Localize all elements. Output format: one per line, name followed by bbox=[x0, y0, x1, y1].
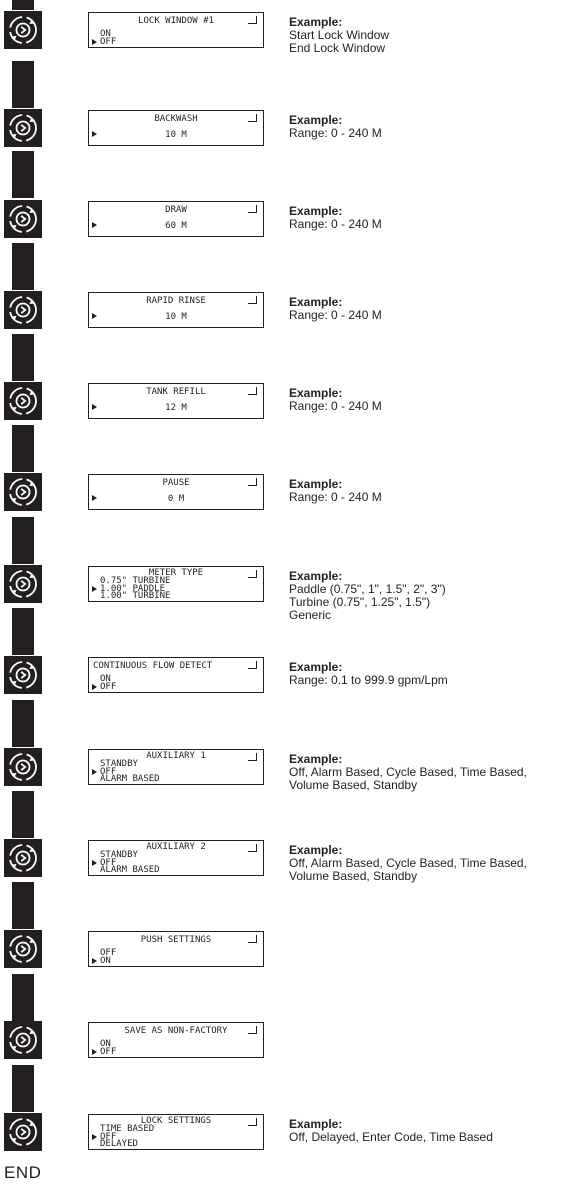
example-line: Turbine (0.75", 1.25", 1.5") bbox=[289, 595, 431, 609]
selector-arrow-icon bbox=[92, 313, 97, 319]
lcd-title: BACKWASH bbox=[154, 114, 198, 124]
lcd-option: OFF bbox=[100, 36, 117, 47]
return-icon bbox=[251, 570, 257, 578]
advance-button[interactable] bbox=[4, 200, 42, 238]
example-line: Range: 0 - 240 M bbox=[289, 399, 382, 413]
lcd-option: OFF bbox=[100, 857, 117, 868]
example-note bbox=[289, 753, 527, 792]
advance-button[interactable] bbox=[4, 839, 42, 877]
return-icon bbox=[251, 478, 257, 486]
lcd-option: OFF bbox=[100, 948, 117, 958]
lcd-option: ON bbox=[100, 955, 111, 966]
lcd-title: PAUSE bbox=[162, 478, 190, 488]
lcd-display bbox=[88, 566, 264, 602]
connector-bar bbox=[12, 700, 34, 747]
example-note bbox=[289, 1118, 493, 1144]
return-icon bbox=[251, 296, 257, 304]
end-label: END bbox=[4, 1163, 42, 1182]
example-note bbox=[289, 661, 448, 687]
selector-arrow-icon bbox=[92, 1049, 97, 1055]
lcd-title: AUXILIARY 2 bbox=[146, 842, 206, 852]
connector-bar bbox=[12, 791, 34, 838]
example-heading: Example: bbox=[289, 386, 343, 400]
example-heading: Example: bbox=[289, 569, 343, 583]
lcd-option: OFF bbox=[100, 1046, 117, 1057]
lcd-title: TANK REFILL bbox=[146, 387, 206, 397]
connector-bar bbox=[12, 1065, 34, 1112]
example-line: Range: 0.1 to 999.9 gpm/Lpm bbox=[289, 673, 448, 687]
connector-bar bbox=[12, 334, 34, 381]
return-icon bbox=[251, 1026, 257, 1034]
lcd-option: ALARM BASED bbox=[100, 774, 160, 784]
lcd-title: RAPID RINSE bbox=[146, 296, 206, 306]
lcd-title: LOCK SETTINGS bbox=[140, 1116, 212, 1126]
lcd-option: ON bbox=[100, 29, 111, 39]
lcd-title: SAVE AS NON-FACTORY bbox=[124, 1026, 228, 1036]
example-line: Start Lock Window bbox=[289, 28, 390, 42]
connector-bar bbox=[12, 974, 34, 1021]
lcd-value: 60 M bbox=[165, 221, 187, 231]
lcd-value: 12 M bbox=[165, 403, 187, 413]
connector-bar bbox=[12, 0, 34, 10]
return-icon bbox=[251, 205, 257, 213]
selector-arrow-icon bbox=[92, 1134, 97, 1140]
advance-button[interactable] bbox=[4, 565, 42, 603]
example-line: End Lock Window bbox=[289, 41, 386, 55]
return-icon bbox=[251, 935, 257, 943]
advance-button[interactable] bbox=[4, 656, 42, 694]
lcd-title: PUSH SETTINGS bbox=[140, 935, 212, 945]
lcd-display bbox=[88, 749, 264, 785]
example-heading: Example: bbox=[289, 477, 343, 491]
advance-button[interactable] bbox=[4, 1021, 42, 1059]
selector-arrow-icon bbox=[92, 860, 97, 866]
advance-button[interactable] bbox=[4, 473, 42, 511]
example-note bbox=[289, 114, 382, 140]
example-line: Range: 0 - 240 M bbox=[289, 217, 382, 231]
connector-bar bbox=[12, 882, 34, 929]
example-heading: Example: bbox=[289, 660, 343, 674]
lcd-display bbox=[88, 110, 264, 146]
selector-arrow-icon bbox=[92, 222, 97, 228]
connector-bar bbox=[12, 61, 34, 108]
lcd-option: TIME BASED bbox=[100, 1124, 155, 1134]
example-line: Generic bbox=[289, 608, 332, 622]
advance-button[interactable] bbox=[4, 382, 42, 420]
advance-button[interactable] bbox=[4, 11, 42, 49]
example-note bbox=[289, 478, 382, 504]
lcd-display bbox=[88, 12, 264, 48]
lcd-title: DRAW bbox=[165, 205, 187, 215]
lcd-option: OFF bbox=[100, 681, 117, 692]
example-note bbox=[289, 844, 527, 883]
selector-arrow-icon bbox=[92, 495, 97, 501]
lcd-display bbox=[88, 201, 264, 237]
selector-arrow-icon bbox=[92, 586, 97, 592]
example-heading: Example: bbox=[289, 1117, 343, 1131]
example-note bbox=[289, 16, 389, 55]
return-icon bbox=[251, 1118, 257, 1126]
lcd-display bbox=[88, 657, 264, 693]
example-note bbox=[289, 296, 382, 322]
example-heading: Example: bbox=[289, 15, 343, 29]
example-line: Off, Alarm Based, Cycle Based, Time Based, bbox=[289, 856, 527, 870]
example-note bbox=[289, 205, 382, 231]
lcd-display bbox=[88, 292, 264, 328]
lcd-display bbox=[88, 474, 264, 510]
lcd-option: OFF bbox=[100, 1131, 117, 1142]
lcd-display bbox=[88, 1022, 264, 1058]
lcd-option: ON bbox=[100, 1039, 111, 1049]
example-line: Range: 0 - 240 M bbox=[289, 308, 382, 322]
lcd-option: 1.00" PADDLE bbox=[100, 583, 166, 594]
return-icon bbox=[251, 114, 257, 122]
example-line: Range: 0 - 240 M bbox=[289, 490, 382, 504]
example-line: Volume Based, Standby bbox=[289, 778, 418, 792]
lcd-option: ALARM BASED bbox=[100, 865, 160, 875]
lcd-option: STANDBY bbox=[100, 759, 138, 769]
example-line: Volume Based, Standby bbox=[289, 869, 418, 883]
return-icon bbox=[251, 844, 257, 852]
selector-arrow-icon bbox=[92, 684, 97, 690]
connector-bar bbox=[12, 425, 34, 472]
lcd-option: 0.75" TURBINE bbox=[100, 576, 171, 586]
return-icon bbox=[251, 661, 257, 669]
return-icon bbox=[251, 753, 257, 761]
lcd-display bbox=[88, 840, 264, 876]
lcd-value: 10 M bbox=[165, 312, 187, 322]
advance-button[interactable] bbox=[4, 930, 42, 968]
example-line: Off, Alarm Based, Cycle Based, Time Based, bbox=[289, 765, 527, 779]
example-note bbox=[289, 387, 382, 413]
lcd-display bbox=[88, 383, 264, 419]
lcd-title: METER TYPE bbox=[148, 568, 204, 578]
lcd-option: STANDBY bbox=[100, 850, 138, 860]
selector-arrow-icon bbox=[92, 958, 97, 964]
selector-arrow-icon bbox=[92, 39, 97, 45]
return-icon bbox=[251, 387, 257, 395]
lcd-title: LOCK WINDOW #1 bbox=[138, 16, 214, 26]
advance-button[interactable] bbox=[4, 291, 42, 329]
connector-bar bbox=[12, 517, 34, 564]
advance-button[interactable] bbox=[4, 1113, 42, 1151]
lcd-title: AUXILIARY 1 bbox=[146, 751, 206, 761]
example-heading: Example: bbox=[289, 752, 343, 766]
example-heading: Example: bbox=[289, 204, 343, 218]
lcd-title: CONTINUOUS FLOW DETECT bbox=[93, 661, 213, 671]
connector-bar bbox=[12, 608, 34, 655]
connector-bar bbox=[12, 243, 34, 290]
lcd-option: DELAYED bbox=[100, 1139, 138, 1149]
lcd-display bbox=[88, 1114, 264, 1150]
advance-button[interactable] bbox=[4, 748, 42, 786]
connector-bar bbox=[12, 151, 34, 198]
example-heading: Example: bbox=[289, 295, 343, 309]
example-line: Paddle (0.75", 1", 1.5", 2", 3") bbox=[289, 582, 446, 596]
lcd-option: ON bbox=[100, 674, 111, 684]
lcd-option: OFF bbox=[100, 766, 117, 777]
example-heading: Example: bbox=[289, 843, 343, 857]
selector-arrow-icon bbox=[92, 131, 97, 137]
example-line: Range: 0 - 240 M bbox=[289, 126, 382, 140]
example-note bbox=[289, 570, 446, 622]
lcd-value: 0 M bbox=[167, 494, 185, 504]
lcd-option: 1.00" TURBINE bbox=[100, 591, 171, 601]
example-heading: Example: bbox=[289, 113, 343, 127]
return-icon bbox=[251, 16, 257, 24]
lcd-value: 10 M bbox=[165, 130, 187, 140]
selector-arrow-icon bbox=[92, 404, 97, 410]
advance-button[interactable] bbox=[4, 109, 42, 147]
lcd-display bbox=[88, 931, 264, 967]
selector-arrow-icon bbox=[92, 769, 97, 775]
example-line: Off, Delayed, Enter Code, Time Based bbox=[289, 1130, 493, 1144]
